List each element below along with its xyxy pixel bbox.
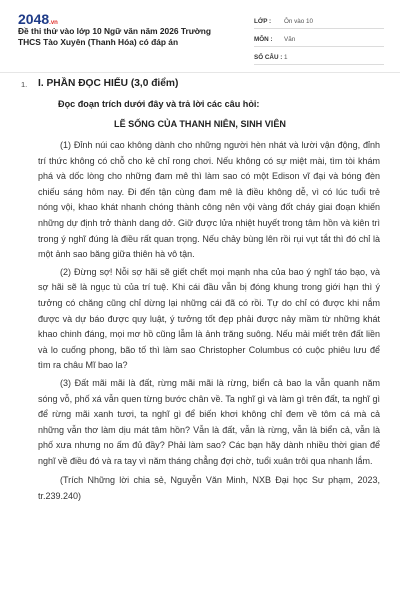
instruction-text: Đọc đoạn trích dưới đây và trả lời các câu hỏi:	[58, 99, 260, 109]
meta-value: Ôn vào 10	[284, 17, 314, 25]
meta-row-subject	[254, 32, 384, 47]
meta-value: Văn	[284, 35, 296, 43]
site-logo[interactable]	[18, 11, 58, 27]
meta-value: 1	[284, 53, 288, 61]
meta-key: MÔN :	[254, 35, 273, 43]
section-title: I. PHẦN ĐỌC HIỂU (3,0 điểm)	[38, 78, 179, 89]
passage-paragraph: (2) Đừng sợ! Nỗi sợ hãi sẽ giết chết mọi mạnh nha của bao ý nghĩ táo bạo, và sợ hãi sẽ là ngục tù của trí tuệ. Khi cái đầu vẫn bị đóng khung trong giới hạn thì ý tưởng có chăng cũng chỉ dừng lại những cái đã có rồi. Tự do chỉ có được khi nắm được và dự báo được quy luật, ý tưởng tốt đẹp phải được nảy mầm từ những khát khao chinh đáng, mọi mơ hồ cũng lẫm là ảnh trăng suông. Nếu mải miết trên đất liền và lo cuống phong, bão tố thì làm sao Christopher Columbus có cuộc phiêu lưu để tìm ra châu Mĩ bao la?	[38, 266, 380, 371]
meta-key: LỚP :	[254, 17, 272, 25]
meta-row-question-count	[254, 50, 384, 65]
passage-title: LẼ SỐNG CỦA THANH NIÊN, SINH VIÊN	[114, 119, 286, 129]
question-number: 1.	[21, 80, 28, 89]
passage-paragraph: (3) Đất mãi mãi là đất, rừng mãi mãi là rừng, biển cả bao la vẫn quanh năm sóng vỗ, phố xá vẫn quen từng bước chân về. Ta nghĩ gì và làm gì trên đất, ta nghĩ gì để rừng mãi xanh tươi, ta nghĩ gì để biến khơi không chỉ đem về tôm cá mà cả những vẫn thơ làm dịu mát tâm hồn? Vẫn là đất, vẫn là rừng, vẫn là biển cả, vẫn là phố xưa nhưng no ấm đủ đầy? Phải làm sao? Các bạn hãy dành nhiều thời gian để nghĩ về điều đó và ra tay vì năm tháng chẳng đợi chờ, tuổi xuân trôi qua nhanh lắm.	[38, 377, 380, 466]
exam-meta	[254, 14, 384, 68]
page-header	[0, 0, 400, 73]
passage-source: (Trích Những lời chia sẻ, Nguyễn Văn Minh, NXB Đại học Sư phạm, 2023, tr.239.240)	[38, 475, 380, 502]
meta-key: SỐ CÂU :	[254, 53, 283, 61]
exam-title: Đề thi thử vào lớp 10 Ngữ văn năm 2026 Trường THCS Tào Xuyên (Thanh Hóa) có đáp án	[18, 26, 211, 48]
passage	[38, 138, 380, 507]
logo-text: 2048	[18, 11, 50, 27]
passage-paragraph: (1) Đỉnh núi cao không dành cho những người hèn nhát và lười vận động, đỉnh trí thức không có chỗ cho kẻ chỉ rong chơi. Nếu không có sự miệt mài, tìm tòi khám phá và dốc lòng cho những đam mê thì làm sao có một Edison vĩ đại và bóng đèn chiếu sáng hôm nay. Đi đến tận cùng đam mê là điều không dễ, vì có lúc tuổi trẻ nóng vội, khao khát nhanh chóng thành công nên vội vàng đốt cháy giai đoạn khiến những dự định trở thành dang dở. Giữ được lửa nhiệt huyết trong tâm hồn và kiên trì trong ý nghĩ đúng là điều rất quan trọng. Nếu chảy bùng lên rồi rụi vụt tắt thì đó chỉ là một ảnh sao băng giữa thiên hà vô tận.	[38, 140, 380, 260]
logo-suffix: .vn	[49, 20, 58, 26]
meta-row-class	[254, 14, 384, 29]
